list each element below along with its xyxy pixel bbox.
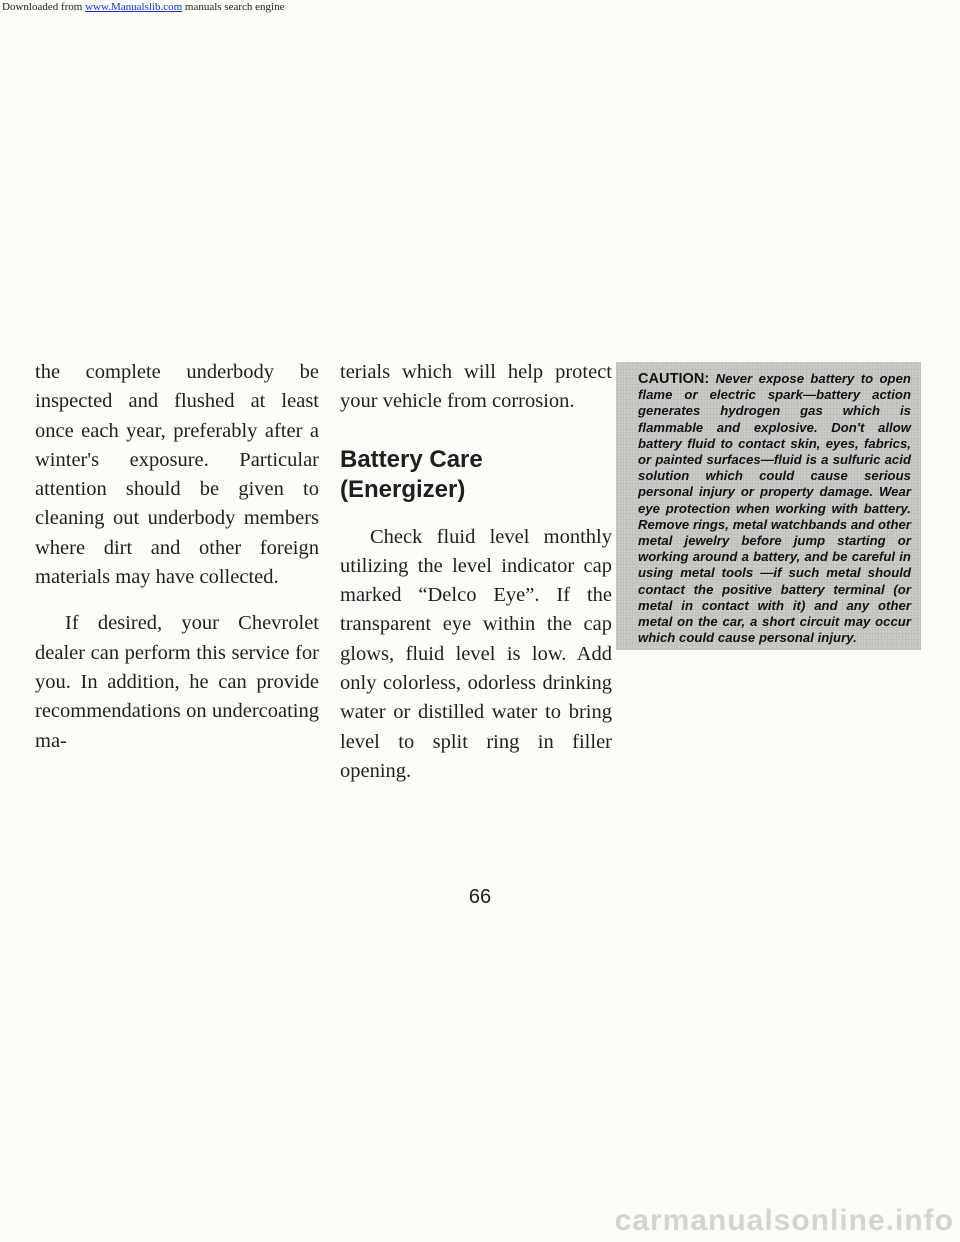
site-watermark: carmanualsonline.info	[614, 1204, 954, 1237]
dealer-paragraph: If desired, your Chevrolet dealer can perform this service for you. In addition, he can provide recommendations on undercoating ma-	[35, 612, 319, 752]
caution-box	[616, 362, 921, 650]
middle-text-column	[340, 358, 612, 803]
battery-fluid-paragraph: Check fluid level monthly utilizing the level indicator cap marked “Delco Eye”. If the transparent eye within the cap glows, fluid level is low. Add only colorless, odorless drinking water or distilled water to bring level to split ring in filler opening.	[340, 525, 612, 782]
corrosion-paragraph: terials which will help protect your vehicle from corrosion.	[340, 361, 612, 413]
manualslib-link[interactable]: www.Manualslib.com	[85, 1, 183, 13]
caution-body: Never expose battery to open flame or electric spark—battery action generates hydrogen gas which is flammable and explosive. Don't allow battery fluid to contact skin, eyes, fabrics, or painted surfaces—fluid is a sulfuric acid solution which could cause serious personal injury or property damage. Wear eye protection when working with battery. Remove rings, metal watchbands and other metal jewelry before jump starting or working around a battery, and be careful in using metal tools —if such metal should contact the positive battery terminal (or metal in contact with it) and any other metal on the car, a short circuit may occur which could cause personal injury.	[638, 371, 911, 646]
header-suffix: manuals search engine	[182, 1, 285, 13]
left-text-column	[35, 358, 319, 773]
header-prefix: Downloaded from	[2, 1, 86, 13]
battery-care-heading: Battery Care (Energizer)	[340, 445, 483, 503]
caution-paragraph	[638, 371, 911, 646]
caution-label: CAUTION:	[638, 371, 710, 387]
download-header	[0, 0, 960, 15]
underbody-paragraph: the complete underbody be inspected and flushed at least once each year, preferably after a winter's exposure. Particular attention should be given to cleaning out underbody members where dirt and other foreign materials may have collected.	[35, 361, 319, 589]
page-number: 66	[468, 886, 492, 908]
